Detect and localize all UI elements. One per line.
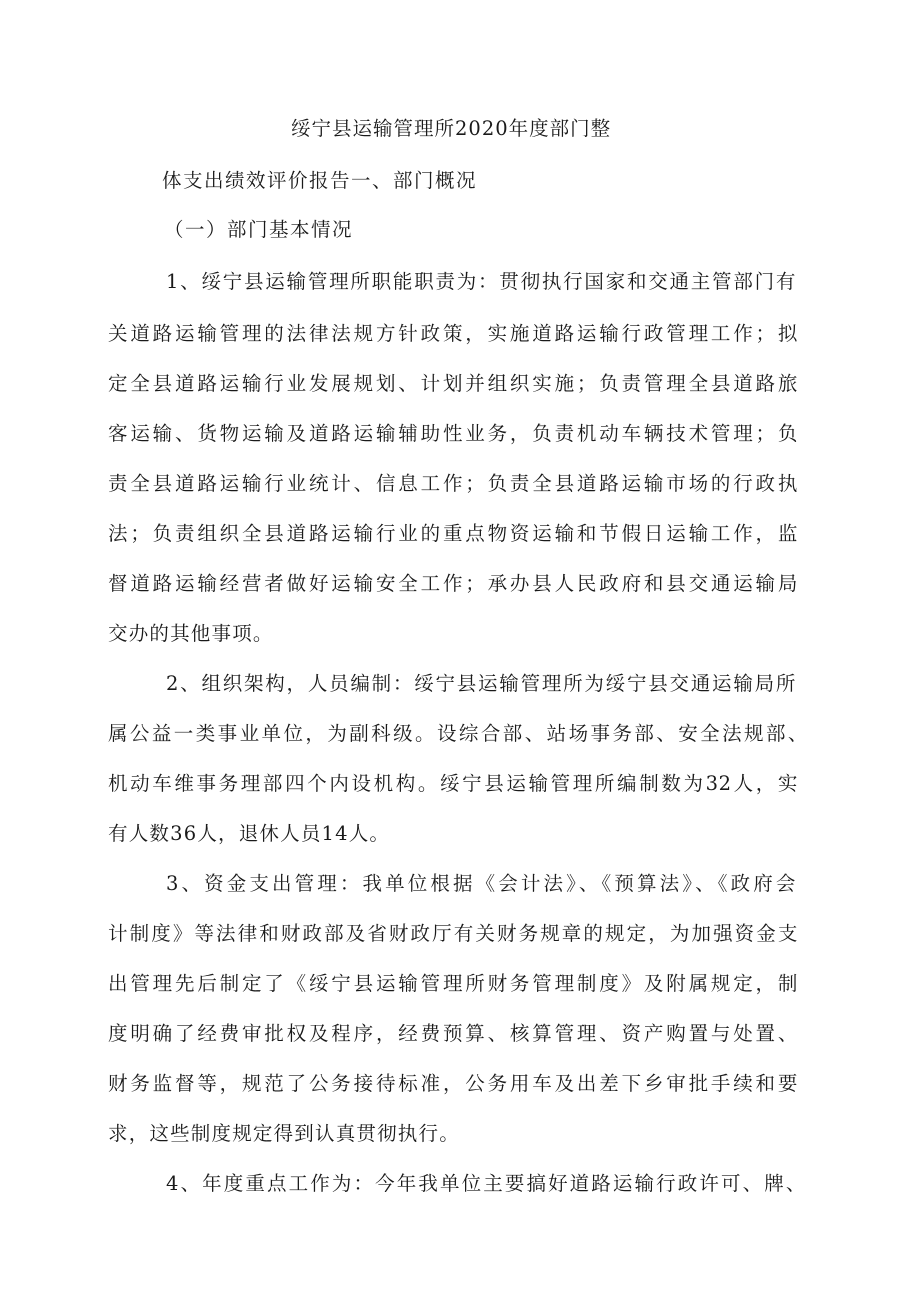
paragraph-line: 度明确了经费审批权及程序，经费预算、核算管理、资产购置与处置、	[108, 1022, 798, 1045]
paragraph-line: 1、绥宁县运输管理所职能职责为：贯彻执行国家和交通主管部门有	[166, 270, 796, 293]
paragraph-line: 4、年度重点工作为：今年我单位主要搞好道路运输行政许可、牌、	[166, 1172, 806, 1195]
paragraph-line: 求，这些制度规定得到认真贯彻执行。	[108, 1122, 460, 1145]
document-title: 绥宁县运输管理所2020年度部门整	[291, 117, 612, 140]
paragraph-line: 定全县道路运输行业发展规划、计划并组织实施；负责管理全县道路旅	[108, 372, 798, 395]
paragraph-line: 交办的其他事项。	[108, 622, 274, 645]
paragraph-line: 属公益一类事业单位，为副科级。设综合部、站场事务部、安全法规部、	[108, 722, 808, 745]
paragraph-line: 责全县道路运输行业统计、信息工作；负责全县道路运输市场的行政执	[108, 472, 798, 495]
paragraph-line: 出管理先后制定了《绥宁县运输管理所财务管理制度》及附属规定，制	[108, 972, 798, 995]
paragraph-line: 督道路运输经营者做好运输安全工作；承办县人民政府和县交通运输局	[108, 572, 798, 595]
paragraph-line: 财务监督等，规范了公务接待标准，公务用车及出差下乡审批手续和要	[108, 1072, 798, 1095]
paragraph-line: 计制度》等法律和财政部及省财政厅有关财务规章的规定，为加强资金支	[108, 922, 798, 945]
paragraph-line: 客运输、货物运输及道路运输辅助性业务，负责机动车辆技术管理；负	[108, 422, 798, 445]
paragraph-line: 法；负责组织全县道路运输行业的重点物资运输和节假日运输工作，监	[108, 522, 798, 545]
paragraph-line: 机动车维事务理部四个内设机构。绥宁县运输管理所编制数为32人，实	[108, 772, 798, 795]
paragraph-line: 有人数36人，退休人员14人。	[108, 822, 391, 845]
paragraph-line: 3、资金支出管理：我单位根据《会计法》、《预算法》、《政府会	[166, 872, 796, 895]
section-heading-basic-info: （一）部门基本情况	[164, 218, 354, 241]
paragraph-line: 关道路运输管理的法律法规方针政策，实施道路运输行政管理工作；拟	[108, 322, 798, 345]
paragraph-line: 2、组织架构，人员编制：绥宁县运输管理所为绥宁县交通运输局所	[166, 672, 796, 695]
heading-continuation: 体支出绩效评价报告一、部门概况	[162, 169, 478, 192]
